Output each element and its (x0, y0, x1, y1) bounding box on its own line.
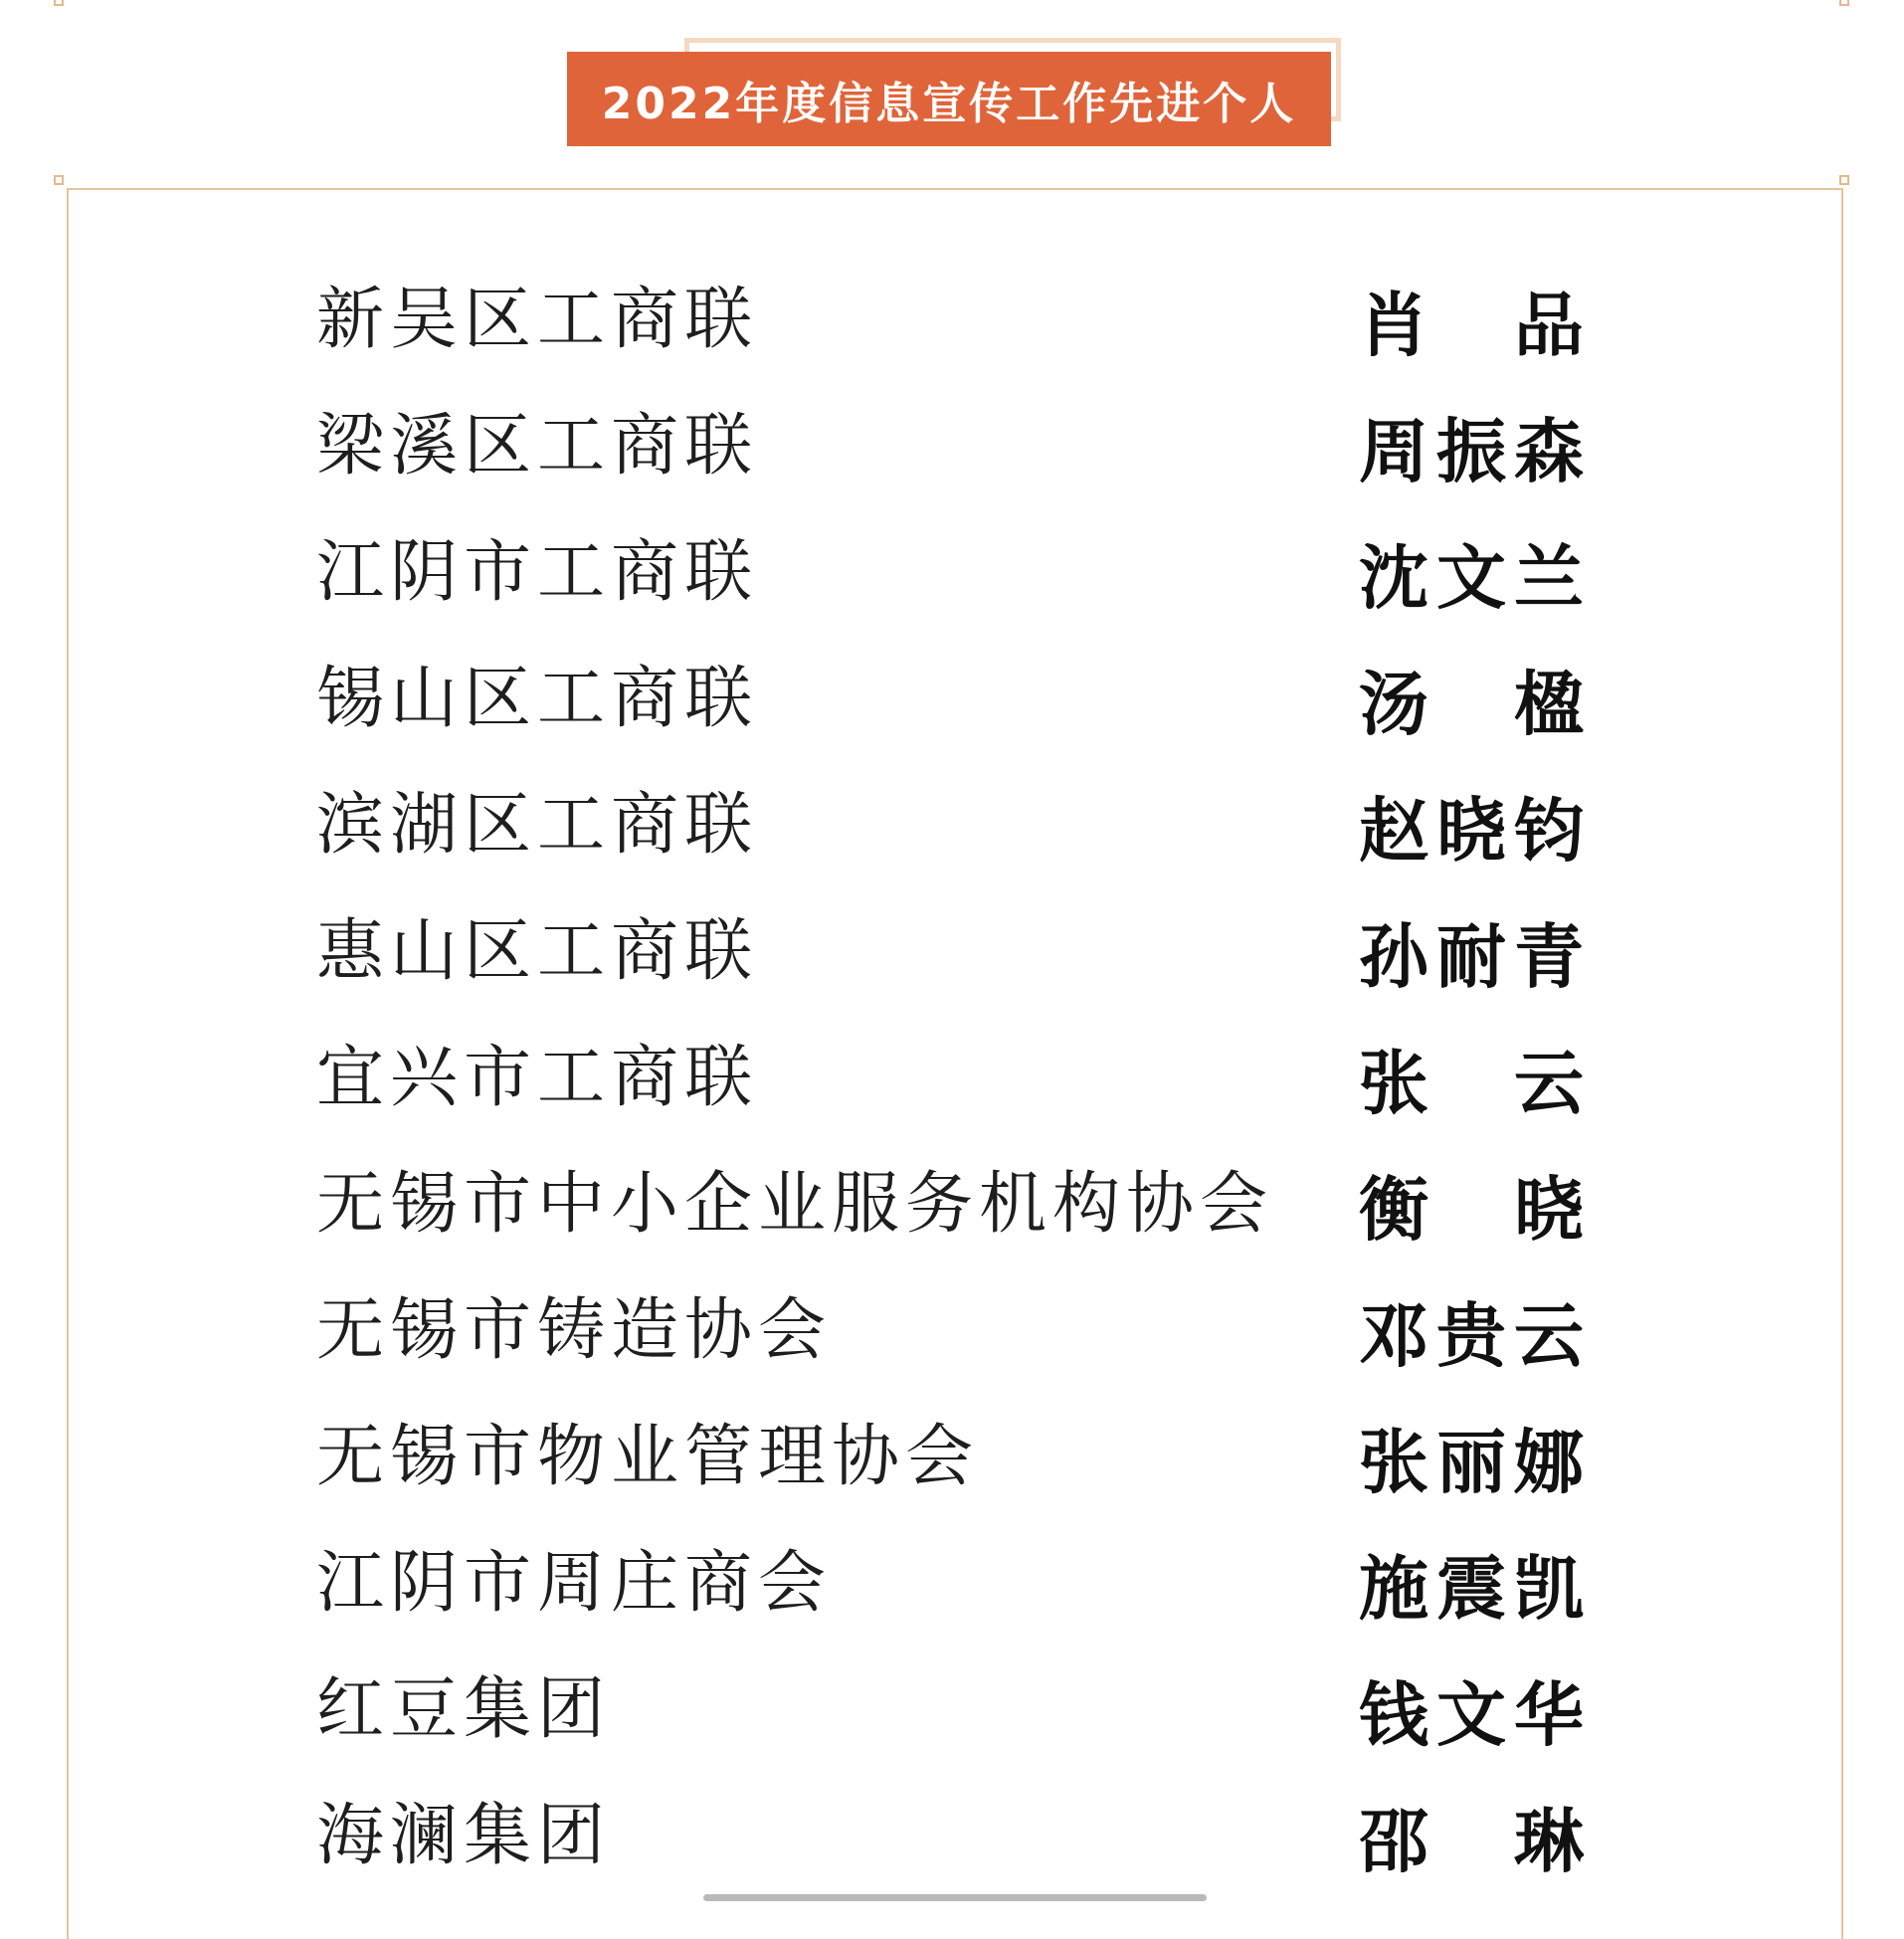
organization-name: 滨湖区工商联 (316, 786, 759, 865)
organization-name: 无锡市铸造协会 (316, 1291, 833, 1370)
person-name-char: 震 (1436, 1548, 1506, 1630)
list-item (316, 257, 1600, 383)
person-name (1359, 1520, 1584, 1647)
person-name (1359, 1647, 1584, 1773)
person-name-char: 晓 (1436, 790, 1506, 872)
organization-name: 江阴市周庄商会 (316, 1544, 833, 1623)
list-item (316, 1773, 1600, 1899)
person-name-char: 周 (1359, 411, 1428, 492)
person-name (1359, 762, 1584, 888)
person-name-char: 兰 (1514, 537, 1584, 619)
person-name (1359, 257, 1584, 383)
person-name-char: 文 (1436, 537, 1506, 619)
person-name-char: 贵 (1436, 1295, 1506, 1377)
organization-name: 无锡市物业管理协会 (316, 1418, 980, 1496)
list-item (316, 1267, 1600, 1394)
person-name-char: 耐 (1436, 916, 1506, 998)
list-item (316, 762, 1600, 888)
person-name (1359, 636, 1584, 762)
organization-name: 新吴区工商联 (316, 281, 759, 359)
person-name-char: 赵 (1359, 790, 1428, 872)
person-name-char: 丽 (1436, 1422, 1506, 1503)
organization-name: 宜兴市工商联 (316, 1039, 759, 1117)
person-name-char: 张 (1359, 1422, 1428, 1503)
person-name-char: 钱 (1359, 1674, 1428, 1756)
list-item (316, 1141, 1600, 1267)
person-name-char: 肖 (1359, 285, 1428, 366)
person-name (1359, 1267, 1584, 1394)
frame-corner-top-left-upper (54, 0, 64, 6)
person-name-char: 晓 (1514, 1169, 1584, 1251)
organization-name: 海澜集团 (316, 1797, 612, 1875)
person-name (1359, 1773, 1584, 1899)
organization-name: 惠山区工商联 (316, 912, 759, 991)
list-item (316, 1520, 1600, 1647)
person-name-char: 钧 (1514, 790, 1584, 872)
person-name-char: 云 (1514, 1043, 1584, 1124)
person-name-char: 衡 (1359, 1169, 1428, 1251)
person-name-char: 施 (1359, 1548, 1428, 1630)
organization-name: 锡山区工商联 (316, 660, 759, 738)
person-name (1359, 1141, 1584, 1267)
person-name-char: 品 (1514, 285, 1584, 366)
person-name-char: 娜 (1514, 1422, 1584, 1503)
list-item (316, 383, 1600, 509)
person-name-char: 琳 (1514, 1801, 1584, 1882)
person-name (1359, 1394, 1584, 1520)
organization-name: 江阴市工商联 (316, 533, 759, 612)
organization-name: 红豆集团 (316, 1670, 612, 1749)
person-name-char: 凯 (1514, 1548, 1584, 1630)
person-name-char: 云 (1514, 1295, 1584, 1377)
list-item (316, 1015, 1600, 1141)
person-name-char: 邓 (1359, 1295, 1428, 1377)
list-item (316, 888, 1600, 1015)
honoree-list (316, 257, 1600, 1899)
person-name-char: 青 (1514, 916, 1584, 998)
frame-corner-top-left (54, 175, 64, 185)
person-name (1359, 509, 1584, 636)
person-name-char: 沈 (1359, 537, 1428, 619)
person-name (1359, 1015, 1584, 1141)
list-item (316, 636, 1600, 762)
person-name-char: 楹 (1514, 664, 1584, 745)
list-item (316, 509, 1600, 636)
scroll-indicator[interactable] (703, 1894, 1207, 1901)
person-name-char: 汤 (1359, 664, 1428, 745)
person-name-char: 文 (1436, 1674, 1506, 1756)
person-name-char: 森 (1514, 411, 1584, 492)
frame-corner-top-right (1839, 175, 1849, 185)
person-name-char: 华 (1514, 1674, 1584, 1756)
person-name-char: 张 (1359, 1043, 1428, 1124)
list-item (316, 1394, 1600, 1520)
frame-corner-top-right-upper (1839, 0, 1849, 6)
person-name-char: 邵 (1359, 1801, 1428, 1882)
person-name (1359, 888, 1584, 1015)
organization-name: 无锡市中小企业服务机构协会 (316, 1165, 1274, 1244)
page-title: 2022年度信息宣传工作先进个人 (567, 52, 1331, 146)
list-item (316, 1647, 1600, 1773)
person-name-char: 孙 (1359, 916, 1428, 998)
person-name-char: 振 (1436, 411, 1506, 492)
person-name (1359, 383, 1584, 509)
organization-name: 梁溪区工商联 (316, 407, 759, 485)
